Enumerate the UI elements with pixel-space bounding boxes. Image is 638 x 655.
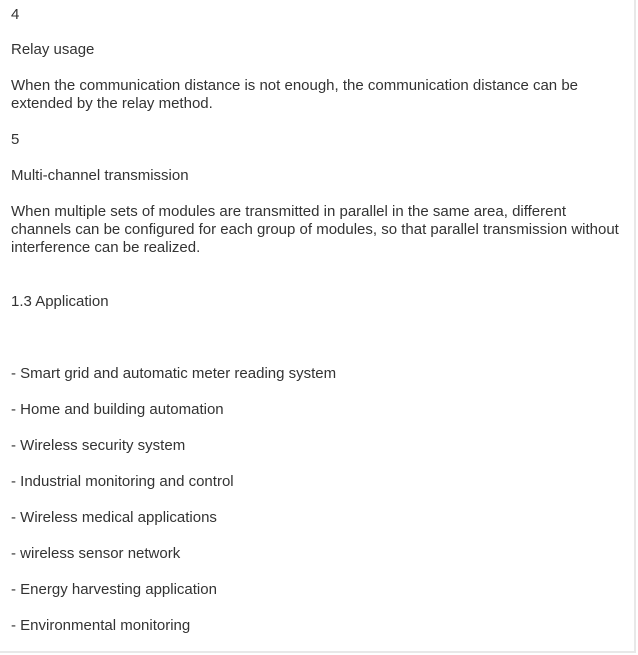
section-description: When multiple sets of modules are transmitted in parallel in the same area, different channels can be configured for each group of modules, so that parallel transmission without interference can be realized. [11,203,619,256]
section-title: Multi-channel transmission [11,167,189,184]
list-item: - Smart grid and automatic meter reading system [11,365,337,382]
list-item: - Environmental monitoring [11,617,191,634]
section-number: 5 [11,131,20,148]
list-item: - Wireless security system [11,437,186,454]
list-item: - Energy harvesting application [11,581,217,598]
list-item: - wireless sensor network [11,545,181,562]
list-item: - Wireless medical applications [11,509,217,526]
list-item: - Home and building automation [11,401,224,418]
section-title: Relay usage [11,41,95,58]
list-item: - Industrial monitoring and control [11,473,234,490]
application-heading: 1.3 Application [11,293,109,310]
section-description: When the communication distance is not enough, the communication distance can be extended by the relay method. [11,77,578,112]
section-number: 4 [11,6,20,23]
